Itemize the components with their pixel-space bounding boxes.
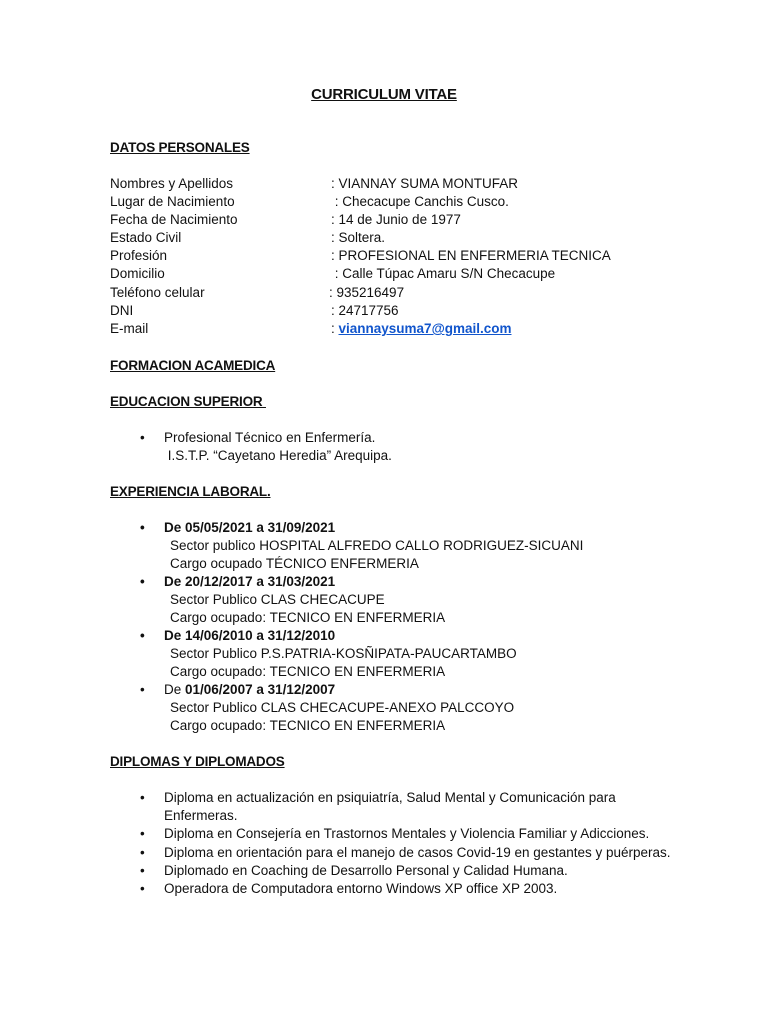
field-value <box>331 321 512 336</box>
job-position: Cargo ocupado: TECNICO EN ENFERMERIA <box>170 718 446 733</box>
email-link[interactable]: viannaysuma7@gmail.com <box>338 321 512 336</box>
education-item-institution: I.S.T.P. “Cayetano Heredia” Arequipa. <box>164 448 392 463</box>
field-label: Nombres y Apellidos <box>110 176 234 191</box>
bullet-icon: • <box>140 826 145 841</box>
personal-heading: DATOS PERSONALES <box>110 140 250 155</box>
field-value: : 24717756 <box>331 303 399 318</box>
document-title: CURRICULUM VITAE <box>311 86 457 103</box>
diploma-item: Diploma en orientación para el manejo de casos Covid-19 en gestantes y puérperas. <box>164 845 671 860</box>
job-dates: De 20/12/2017 a 31/03/2021 <box>164 574 336 589</box>
field-row-address <box>110 266 710 284</box>
job-position: Cargo ocupado TÉCNICO ENFERMERIA <box>170 556 419 571</box>
field-label: Teléfono celular <box>110 285 205 300</box>
bullet-icon: • <box>140 845 145 860</box>
job-position: Cargo ocupado: TECNICO EN ENFERMERIA <box>170 610 446 625</box>
field-row-phone <box>110 285 710 303</box>
diplomas-heading: DIPLOMAS Y DIPLOMADOS <box>110 754 285 769</box>
job-dates-line <box>164 682 335 697</box>
job-dates-prefix: De <box>164 682 186 697</box>
job-dates: De 05/05/2021 a 31/09/2021 <box>164 520 336 535</box>
field-value: : VIANNAY SUMA MONTUFAR <box>331 176 519 191</box>
educacion-heading: EDUCACION SUPERIOR <box>110 394 266 409</box>
field-label: DNI <box>110 303 134 318</box>
job-dates: 01/06/2007 a 31/12/2007 <box>185 682 336 697</box>
diploma-item: Operadora de Computadora entorno Windows XP office XP 2003. <box>164 881 558 896</box>
job-sector: Sector Publico P.S.PATRIA-KOSÑIPATA-PAUCARTAMBO <box>170 646 517 661</box>
field-row-birthplace <box>110 194 710 212</box>
bullet-icon: • <box>140 628 145 643</box>
field-row-dni <box>110 303 710 321</box>
bullet-icon: • <box>140 881 145 896</box>
bullet-icon: • <box>140 682 145 697</box>
diploma-item-continued: Enfermeras. <box>164 808 238 823</box>
bullet-icon: • <box>140 790 145 805</box>
email-prefix: : <box>331 321 339 336</box>
field-value: : 14 de Junio de 1977 <box>331 212 461 227</box>
field-value: : 935216497 <box>329 285 405 300</box>
field-row-profession <box>110 248 710 266</box>
job-dates: De 14/06/2010 a 31/12/2010 <box>164 628 336 643</box>
field-value: : Soltera. <box>331 230 386 245</box>
field-label: Estado Civil <box>110 230 182 245</box>
diploma-item: Diploma en actualización en psiquiatría, Salud Mental y Comunicación para <box>164 790 616 805</box>
field-row-birthdate <box>110 212 710 230</box>
bullet-icon: • <box>140 863 145 878</box>
field-value: : PROFESIONAL EN ENFERMERIA TECNICA <box>331 248 611 263</box>
diploma-item: Diploma en Consejería en Trastornos Mentales y Violencia Familiar y Adicciones. <box>164 826 650 841</box>
education-item-title: Profesional Técnico en Enfermería. <box>164 430 376 445</box>
field-value: : Calle Túpac Amaru S/N Checacupe <box>331 266 556 281</box>
bullet-icon: • <box>140 520 145 535</box>
field-label: Profesión <box>110 248 168 263</box>
formacion-heading: FORMACION ACAMEDICA <box>110 358 276 373</box>
job-sector: Sector Publico CLAS CHECACUPE <box>170 592 385 607</box>
bullet-icon: • <box>140 574 145 589</box>
field-value: : Checacupe Canchis Cusco. <box>331 194 509 209</box>
job-sector: Sector Publico CLAS CHECACUPE-ANEXO PALCCOYO <box>170 700 515 715</box>
field-label: Lugar de Nacimiento <box>110 194 235 209</box>
job-sector: Sector publico HOSPITAL ALFREDO CALLO RODRIGUEZ-SICUANI <box>170 538 584 553</box>
diploma-item: Diplomado en Coaching de Desarrollo Personal y Calidad Humana. <box>164 863 568 878</box>
field-row-email <box>110 321 710 339</box>
field-label: Fecha de Nacimiento <box>110 212 238 227</box>
job-position: Cargo ocupado: TECNICO EN ENFERMERIA <box>170 664 446 679</box>
field-label: E-mail <box>110 321 149 336</box>
bullet-icon: • <box>140 430 145 445</box>
field-row-civil-status <box>110 230 710 248</box>
field-row-name <box>110 176 710 194</box>
field-label: Domicilio <box>110 266 165 281</box>
experiencia-heading: EXPERIENCIA LABORAL. <box>110 484 271 499</box>
